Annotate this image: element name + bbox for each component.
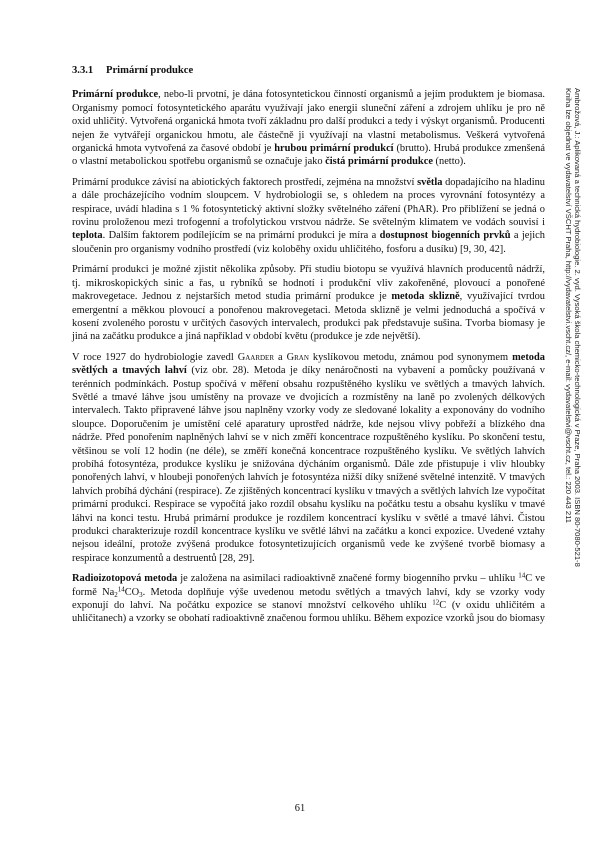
text-span: (brutto). Hrubá produkce zmenšená o vlastní metabolickou spotřebu organismů se označuje jako [72, 143, 545, 168]
author-gran: Gran [286, 351, 309, 363]
text-span: a [274, 351, 287, 363]
author-gaarder: Gaarder [237, 351, 275, 363]
text-span: . Metoda doplňuje výše uvedenou metodu světlých a tmavých lahví, kdy se vzorky vody exponují do lahví. Na počátku expozice se stanoví množství celkového uhlíku [72, 586, 545, 612]
paragraph-radioisotope-method [72, 572, 545, 626]
text-span: CO [124, 586, 140, 598]
term-harvest-method: metoda sklizně [391, 291, 460, 303]
superscript: 12 [432, 598, 440, 607]
citation-line-1: Ambrožová, J.: Aplikovaná a technická hydrobiologie. 2. vyd. Vysoká škola chemicko-technologická v Praze, Praha 2003. ISBN 80-7080-521-8 [573, 88, 582, 567]
text-span: (netto). [432, 156, 466, 168]
subscript: 3 [139, 590, 143, 599]
section-heading [72, 64, 545, 77]
term-nutrient-availability: dostupnost biogenních prvků [379, 230, 511, 242]
term-net-primary-production: čistá primární produkce [325, 156, 433, 168]
text-span: a jejich sloučenin pro organismy vodního prostředí (viz koloběhy oxidu uhličitého, fosforu a dusíku) [9, 30, 42]. [72, 230, 545, 255]
paragraph-abiotic-factors [72, 176, 545, 256]
term-gross-primary-production: hrubou primární produkcí [274, 143, 394, 155]
superscript: 14 [518, 571, 526, 580]
section-title: Primární produkce [106, 65, 194, 76]
text-span: kyslíkovou metodu, známou pod synonymem [308, 351, 513, 363]
text-span: , využívající tvrdou emergentní a měkkou plovoucí a ponořenou makrovegetaci. Metoda sklizně je velmi jednoduchá a spočívá v kosení zvoleného porostu v určitých časových intervalech, produkci pak představuje sušina. Tvorba biomasy je jiná na začátku produkce a jiná například v období květu (produkce je zde největší). [72, 291, 545, 343]
term-temperature: teplota [72, 230, 103, 242]
paragraph-harvest-method [72, 263, 545, 343]
text-span: je založena na asimilaci radioaktivně značené formy biogenního prvku – uhlíku [177, 573, 519, 585]
text-span: , nebo-li prvotní, je dána fotosyntetickou činností organismů a jejím produktem je biomasa. Organismy pomocí fotosyntetického aparátu využívají jako energii sluneční záření a zdrojem uhlíku je pro ně oxid uhličitý. Vytvořená organická hmota tvoří základnu pro další produkci a tedy i výskyt organismů. Producenti nejen že vytvářejí organickou hmotu, ale částečně ji využívají na vlastní metabolismus. Veškerá vytvořená organická hmota vytvořená za časové období je [72, 89, 546, 155]
citation-sidebar [560, 88, 582, 628]
page-content [72, 64, 545, 633]
paragraph-primary-production [72, 88, 545, 168]
term-light: světla [417, 176, 443, 188]
superscript: 14 [117, 585, 125, 594]
text-span: Primární produkce závisí na abiotických faktorech prostředí, zejména na množství [72, 176, 418, 188]
text-span: dopadajícího na hladinu a dále procházejícího vodním sloupcem. V hydrobiologii se, s ohledem na proces vyrovnání fotosyntézy a respirace, uvádí hladina s 1 % fotosyntetický aktivní složky světelného záření (PhAR). Pro přiblížení se jedná o rovinu proloženou mezi trofogenní a trofolytickou vrstvou nádrže. Se světelným klimatem ve vodách souvisí i [72, 176, 546, 229]
text-span: C ve formě Na [72, 573, 545, 598]
text-span: . Dalším faktorem podílejícím se na primární produkci je míra a [102, 230, 380, 242]
term-light-dark-bottle-method: metoda světlých a tmavých lahví [72, 351, 545, 377]
term-primary-production: Primární produkce [72, 89, 159, 101]
paragraph-light-dark-bottle-method [72, 351, 545, 566]
citation-text [563, 88, 582, 628]
text-span: Primární produkci je možné zjistit několika způsoby. Při studiu biotopu se využívá hlavních producentů nádrží, tj. mikroskopických sinic a řas, u rybníků se hodnotí i produkční vliv zakořeněné, plovoucí a ponořené makrovegetace. Jednou z nejstarších metod studia primární produkce je [72, 264, 545, 303]
citation-line-2: Kniha lze objednat ve vydavatelství VŠCHT Praha, http://vydavatelstvi.vscht.cz/, e-mail: vydavatelstvi@vscht.cz, tel.: 220 443 211 [563, 88, 573, 523]
subscript: 2 [114, 590, 118, 599]
term-radioisotope-method: Radioizotopová metoda [72, 573, 178, 585]
text-span: V roce 1927 do hydrobiologie zavedl [72, 351, 238, 363]
section-number: 3.3.1 [72, 65, 94, 76]
page-number: 61 [294, 803, 306, 814]
text-span: C (v oxidu uhličitém a uhličitanech) a vzorky se obohatí radioaktivně značenou formou uhlíku. Během expozice vzorků jsou do biomasy [72, 600, 545, 625]
text-span: (viz obr. 28). Metoda je díky nenáročnosti na vybavení a pomůcky používaná v terénních podmínkách. Postup spočívá v měření obsahu rozpuštěného kyslíku ve světlých a tmavých lahvích. Světlé a tmavé láhve jsou umístěny na provaze ve dvojicích a rozmístěny na laně po zvolených délkových intervalech. Takto připravené láhve jsou naplněny vzorky vody ze sledované lokality a exponovány do vodního sloupce. Doporučením je umístění celé aparatury uprostřed nádrže, kde nejsou vlivy pobřeží a blízkého dna nádrže. Před ponořením naplněných lahví se v nich změří koncentrace rozpuštěného kyslíku. Po skončení testu, většinou se volí 12 hodin (ne déle), se změří konečná koncentrace rozpuštěného kyslíku. Ve světlých lahvích probíhá fotosyntéza, produkce kyslíku je snižována dýcháním organismů. Dále zde přistupuje i vliv hloubky ponořených lahví, v hloubeji ponořených lahvích je fotosyntéza nižší díky snížené světelné intenzitě. V tmavých lahvích probíhá dýchání (respirace). Ze zjištěných koncentrací kyslíku v tmavých a světlých lahvích lze vypočítat primární produkci. Respirace se vypočítá jako rozdíl obsahu kyslíku na počátku testu a obsahu kyslíku v tmavé láhvi na konci testu. Hrubá primární produkce je rozdílem koncentrací kyslíku v světlé a tmavé láhvi. Čistou produkci charakterizuje rozdíl koncentrace kyslíku ve světlé láhvi na začátku a konci expozice. Uvedené vztahy nejsou ideální, protože zvýšená produkce fotosyntetizujících organismů vede ke zvýšené tvorbě biomasy a respirace konzumentů a destruentů [28, 29]. [72, 365, 545, 564]
